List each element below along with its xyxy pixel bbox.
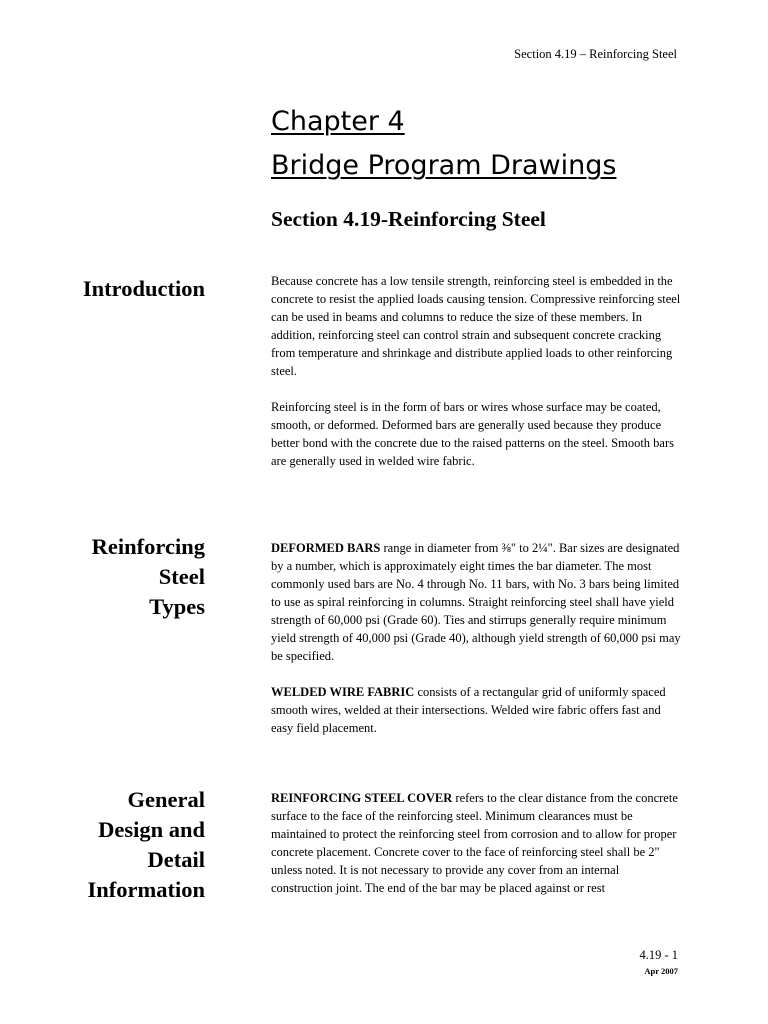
deformed-bars-paragraph — [271, 539, 681, 665]
types-heading-line: Steel — [158, 564, 205, 589]
welded-wire-paragraph — [271, 683, 681, 737]
general-body — [271, 789, 681, 897]
section-title: Section 4.19-Reinforcing Steel — [271, 207, 546, 231]
welded-wire-text: consists of a rectangular grid of uniformly spaced smooth wires, welded at their intersections. Welded wire fabric offers fast and easy field placement. — [271, 685, 666, 735]
cover-paragraph — [271, 789, 681, 897]
introduction-body — [271, 272, 681, 470]
running-header: Section 4.19 – Reinforcing Steel — [514, 47, 677, 61]
chapter-number: Chapter 4 — [271, 106, 405, 137]
general-heading — [88, 785, 206, 905]
deformed-bars-text: range in diameter from ⅜" to 2¼". Bar sizes are designated by a number, which is approximately eight times the bar diameter. The most commonly used bars are No. 4 through No. 11 bars, with No. 3 bars being limited to use as spiral reinforcing in columns. Straight reinforcing steel shall have yield strength of 60,000 psi (Grade 60). Ties and stirrups generally require minimum yield strength of 40,000 psi (Grade 40), although yield strength of 60,000 psi may be specified. — [271, 541, 681, 663]
introduction-paragraph: Reinforcing steel is in the form of bars or wires whose surface may be coated, smooth, or deformed. Deformed bars are generally used because they produce better bond with the concrete due to the raised patterns on the steel. Smooth bars are generally used in welded wire fabric. — [271, 400, 675, 468]
types-heading — [92, 532, 205, 622]
types-heading-line: Types — [149, 594, 205, 619]
general-heading-line: Design and — [98, 817, 205, 842]
welded-wire-lead: WELDED WIRE FABRIC — [271, 685, 415, 699]
general-heading-line: General — [127, 787, 205, 812]
general-heading-line: Detail — [147, 847, 205, 872]
cover-lead: REINFORCING STEEL COVER — [271, 791, 453, 805]
introduction-heading — [83, 274, 205, 304]
chapter-name: Bridge Program Drawings — [271, 150, 617, 181]
cover-text: refers to the clear distance from the concrete surface to the face of the reinforcing steel. Minimum clearances must be maintained to protect the reinforcing steel from corrosion and to allow for proper concrete placement. Concrete cover to the face of reinforcing steel shall be 2" unless noted. It is not necessary to provide any cover from an internal construction joint. The end of the bar may be placed against or rest — [271, 791, 678, 895]
introduction-heading-text: Introduction — [82, 276, 205, 301]
general-heading-line: Information — [87, 877, 205, 902]
deformed-bars-lead: DEFORMED BARS — [271, 541, 381, 555]
types-heading-line: Reinforcing — [91, 534, 205, 559]
introduction-paragraph: Because concrete has a low tensile strength, reinforcing steel is embedded in the concrete to resist the applied loads causing tension. Compressive reinforcing steel can be used in beams and columns to reduce the size of these members. In addition, reinforcing steel can control strain and subsequent concrete cracking from temperature and shrinkage and distribute applied loads to other reinforcing steel. — [271, 274, 681, 378]
page-date: Apr 2007 — [644, 966, 678, 976]
chapter-title — [271, 100, 616, 188]
page-number: 4.19 - 1 — [639, 948, 678, 962]
types-body — [271, 539, 681, 737]
